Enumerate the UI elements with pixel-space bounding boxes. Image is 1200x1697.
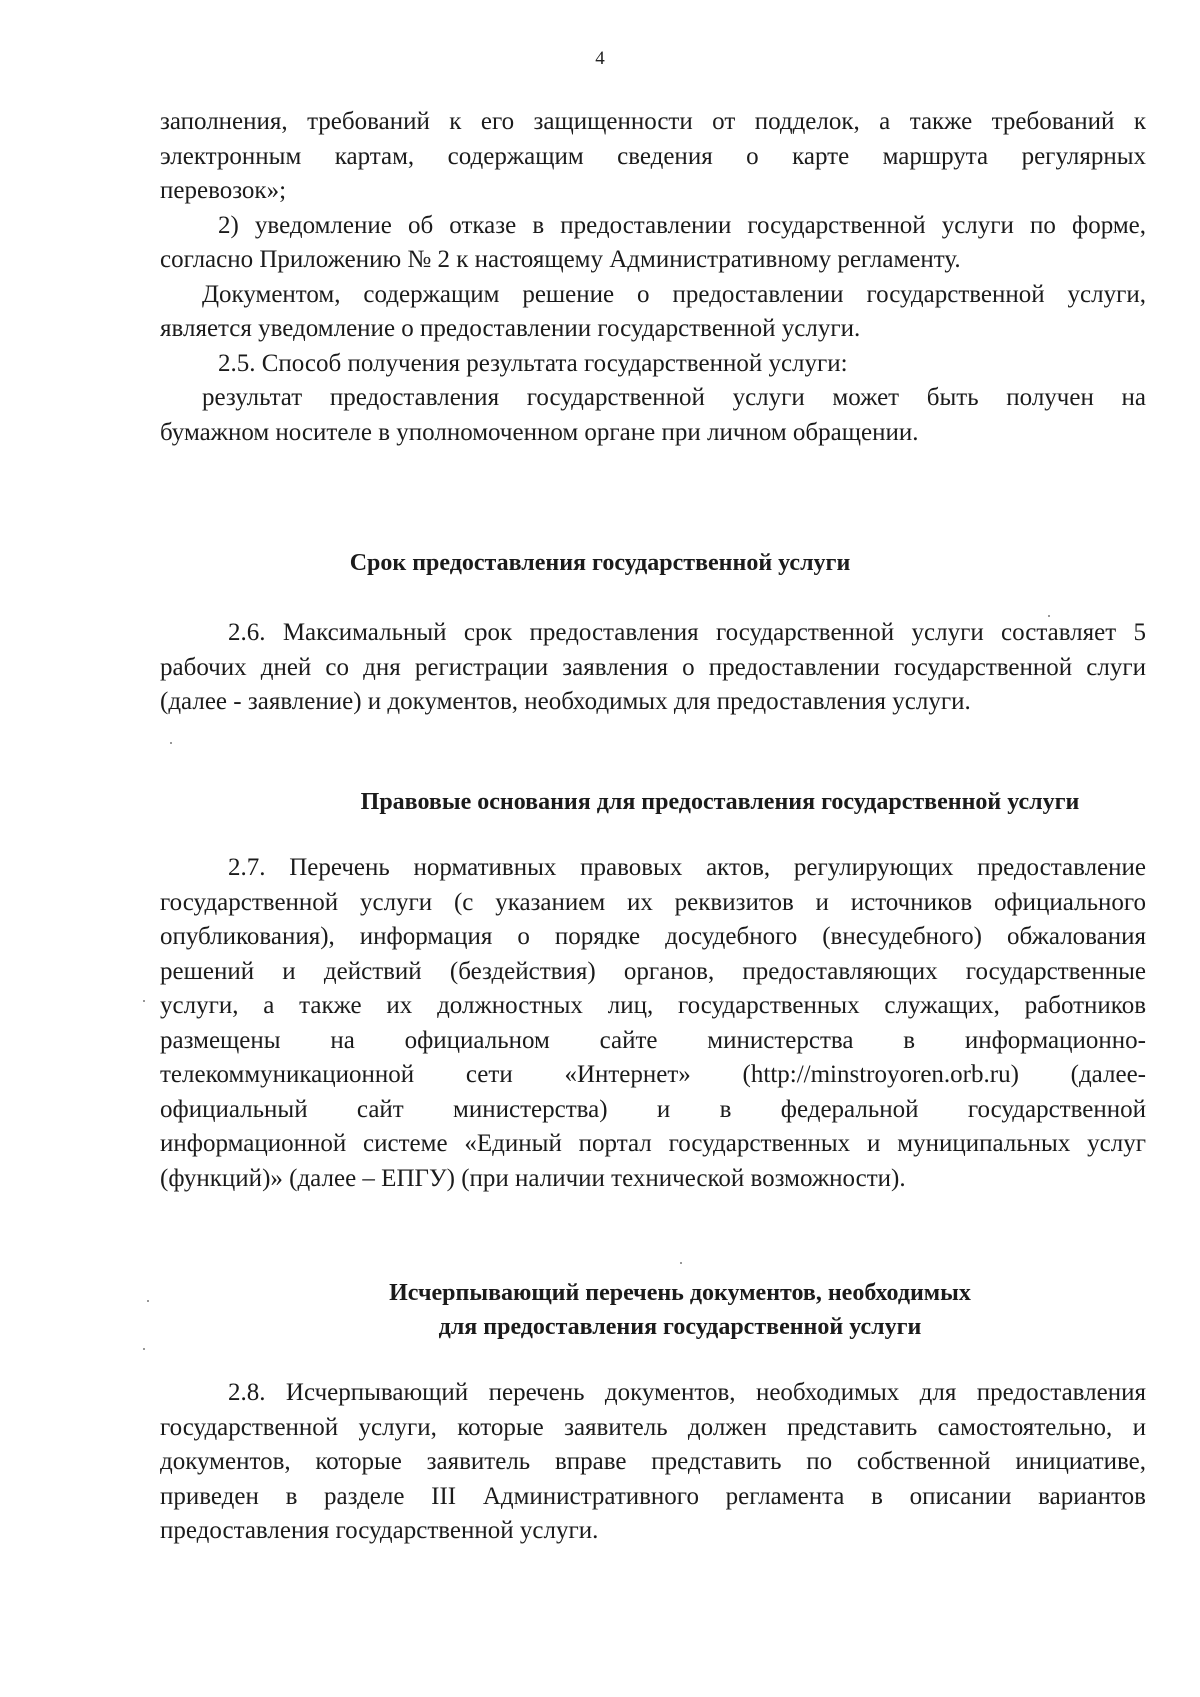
- text-line: перевозок»;: [160, 177, 287, 204]
- text-line: приведен в разделе III Административного регламента в описании вариантов: [160, 1482, 1146, 1510]
- section-heading-docs-line2: для предоставления государственной услуги: [438, 1314, 922, 1340]
- text-line: согласно Приложению № 2 к настоящему Административному регламенту.: [160, 246, 961, 273]
- text-line: предоставления государственной услуги.: [160, 1517, 599, 1544]
- text-line: государственной услуги (с указанием их реквизитов и источников официального: [160, 888, 1146, 916]
- section-heading-legal: Правовые основания для предоставления государственной услуги: [360, 789, 1080, 815]
- text-line: опубликования), информация о порядке досудебного (внесудебного) обжалования: [160, 923, 1146, 950]
- section-term-text: [160, 616, 1146, 720]
- section-heading-term: Срок предоставления государственной услуги: [349, 550, 851, 576]
- text-line: решений и действий (бездействия) органов, предоставляющих государственные: [160, 957, 1146, 985]
- section-docs-text: [160, 1376, 1146, 1549]
- text-line: заполнения, требований к его защищенности от подделок, а также требований к: [160, 108, 1146, 135]
- text-line: телекоммуникационной сети «Интернет» (http://minstroyoren.orb.ru) (далее-: [160, 1061, 1146, 1088]
- text-line: результат предоставления государственной услуги может быть получен на: [202, 384, 1146, 411]
- text-line: 2) уведомление об отказе в предоставлении государственной услуги по форме,: [218, 211, 1146, 239]
- text-line: 2.8. Исчерпывающий перечень документов, необходимых для предоставления: [228, 1379, 1146, 1406]
- text-line: электронным картам, содержащим сведения о карте маршрута регулярных: [160, 142, 1146, 170]
- text-line: государственной услуги, которые заявитель должен представить самостоятельно, и: [160, 1413, 1146, 1441]
- text-line: бумажном носителе в уполномоченном органе при личном обращении.: [160, 418, 919, 446]
- text-line: 2.6. Максимальный срок предоставления государственной услуги составляет 5: [228, 619, 1146, 646]
- text-line: Документом, содержащим решение о предоставлении государственной услуги,: [202, 280, 1146, 308]
- text-line: услуги, а также их должностных лиц, государственных служащих, работников: [160, 992, 1146, 1019]
- text-line: 2.7. Перечень нормативных правовых актов, регулирующих предоставление: [228, 854, 1146, 881]
- text-line: информационной системе «Единый портал государственных и муниципальных услуг: [160, 1130, 1146, 1157]
- text-line: (функций)» (далее – ЕПГУ) (при наличии технической возможности).: [160, 1164, 906, 1192]
- section-heading-docs-line1: Исчерпывающий перечень документов, необходимых: [389, 1280, 971, 1306]
- text-line: документов, которые заявитель вправе представить по собственной инициативе,: [160, 1448, 1146, 1475]
- text-line: (далее - заявление) и документов, необходимых для предоставления услуги.: [160, 688, 971, 715]
- text-line: официальный сайт министерства) и в федеральной государственной: [160, 1095, 1146, 1123]
- text-line: рабочих дней со дня регистрации заявления о предоставлении государственной слуги: [160, 653, 1146, 681]
- text-line: 2.5. Способ получения результата государственной услуги:: [218, 349, 848, 377]
- page-number: 4: [595, 48, 605, 69]
- text-line: является уведомление о предоставлении государственной услуги.: [160, 315, 861, 342]
- text-line: размещены на официальном сайте министерства в информационно-: [160, 1026, 1146, 1054]
- section-legal-text: [160, 851, 1146, 1196]
- top-paragraphs: [160, 105, 1146, 450]
